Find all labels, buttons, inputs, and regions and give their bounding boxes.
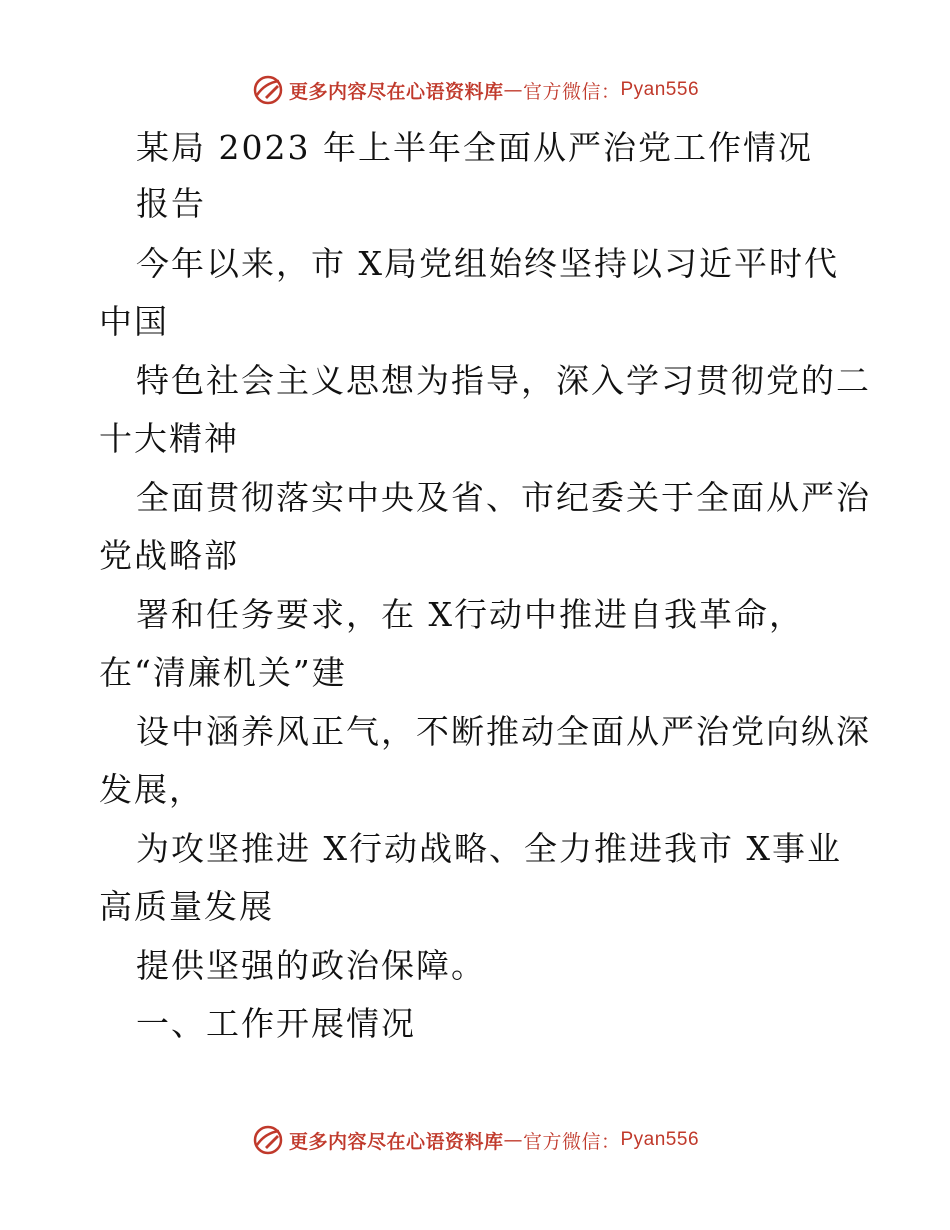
doc-paragraph-line: 党战略部 bbox=[99, 536, 239, 575]
doc-paragraph-line: 为攻坚推进 X行动战略、全力推进我市 X事业 bbox=[136, 829, 842, 868]
watermark-wechat-id: Pyan556 bbox=[620, 79, 700, 100]
doc-section-heading: 一、工作开展情况 bbox=[136, 1004, 416, 1043]
doc-paragraph-line: 十大精神 bbox=[99, 419, 239, 458]
doc-paragraph-line: 特色社会主义思想为指导，深入学习贯彻党的二 bbox=[136, 361, 871, 400]
pen-swirl-logo-icon bbox=[251, 1123, 285, 1157]
watermark-banner-bottom bbox=[0, 1120, 950, 1160]
watermark-wechat-label: 官方微信： bbox=[522, 80, 621, 103]
doc-paragraph-line: 今年以来，市 X局党组始终坚持以习近平时代 bbox=[136, 244, 839, 283]
doc-title-line-1: 某局 2023 年上半年全面从严治党工作情况 bbox=[136, 128, 813, 167]
watermark-separator: — bbox=[503, 1129, 523, 1151]
doc-paragraph-line: 提供坚强的政治保障。 bbox=[136, 946, 486, 985]
watermark-brand: 更多内容尽在心语资料库 bbox=[288, 1130, 504, 1153]
pen-swirl-logo-icon bbox=[251, 73, 285, 107]
doc-paragraph-line: 署和任务要求，在 X行动中推进自我革命， bbox=[136, 595, 804, 634]
watermark-brand: 更多内容尽在心语资料库 bbox=[288, 80, 504, 103]
doc-paragraph-line: 全面贯彻落实中央及省、市纪委关于全面从严治 bbox=[136, 478, 871, 517]
doc-paragraph-line: 中国 bbox=[99, 302, 169, 341]
doc-paragraph-line: 高质量发展 bbox=[99, 887, 274, 926]
watermark-banner-top bbox=[0, 70, 950, 110]
watermark-separator: — bbox=[503, 79, 523, 101]
watermark-wechat-id: Pyan556 bbox=[620, 1129, 700, 1150]
doc-paragraph-line: 发展， bbox=[99, 770, 204, 809]
watermark-wechat-label: 官方微信： bbox=[522, 1130, 621, 1153]
doc-title-line-2: 报告 bbox=[136, 184, 206, 223]
doc-paragraph-line: 在“清廉机关”建 bbox=[99, 653, 347, 692]
doc-paragraph-line: 设中涵养风正气，不断推动全面从严治党向纵深 bbox=[136, 712, 871, 751]
